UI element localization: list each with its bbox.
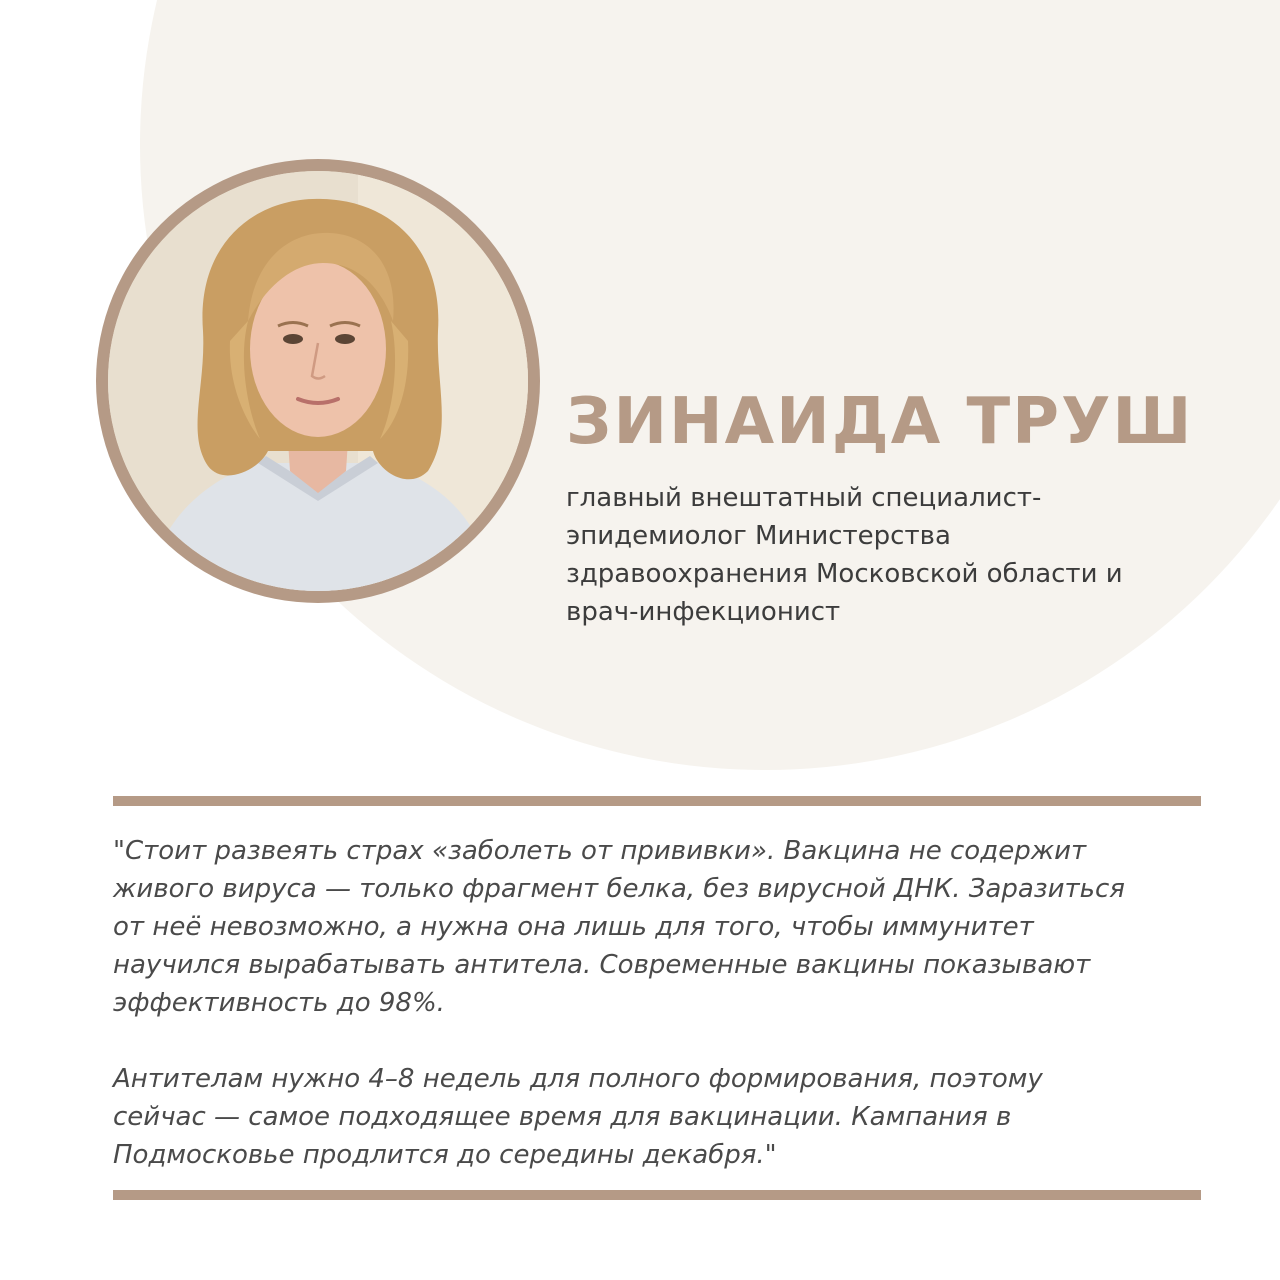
person-name: ЗИНАИДА ТРУШ bbox=[566, 385, 1194, 459]
divider-bottom bbox=[113, 1190, 1201, 1200]
quote-paragraph-2: Антителам нужно 4–8 недель для полного формирования, поэтому сейчас — самое подходящее время для вакцинации. Кампания в Подмосковье продлится до середины декабря." bbox=[113, 1064, 1043, 1170]
portrait-illustration bbox=[108, 171, 528, 591]
divider-top bbox=[113, 796, 1201, 806]
portrait-frame bbox=[96, 159, 540, 603]
person-title: главный внештатный специалист- эпидемиолог Министерства здравоохранения Московской области и врач-инфекционист bbox=[566, 483, 1123, 627]
portrait-photo bbox=[108, 171, 528, 591]
quote-block bbox=[113, 832, 1203, 1174]
quote-paragraph-1: "Стоит развеять страх «заболеть от прививки». Вакцина не содержит живого вируса — только фрагмент белка, без вирусной ДНК. Заразиться от неё невозможно, а нужна она лишь для того, чтобы иммунитет научился вырабатывать антитела. Современные вакцины показывают эффективность до 98%. bbox=[113, 836, 1125, 1018]
